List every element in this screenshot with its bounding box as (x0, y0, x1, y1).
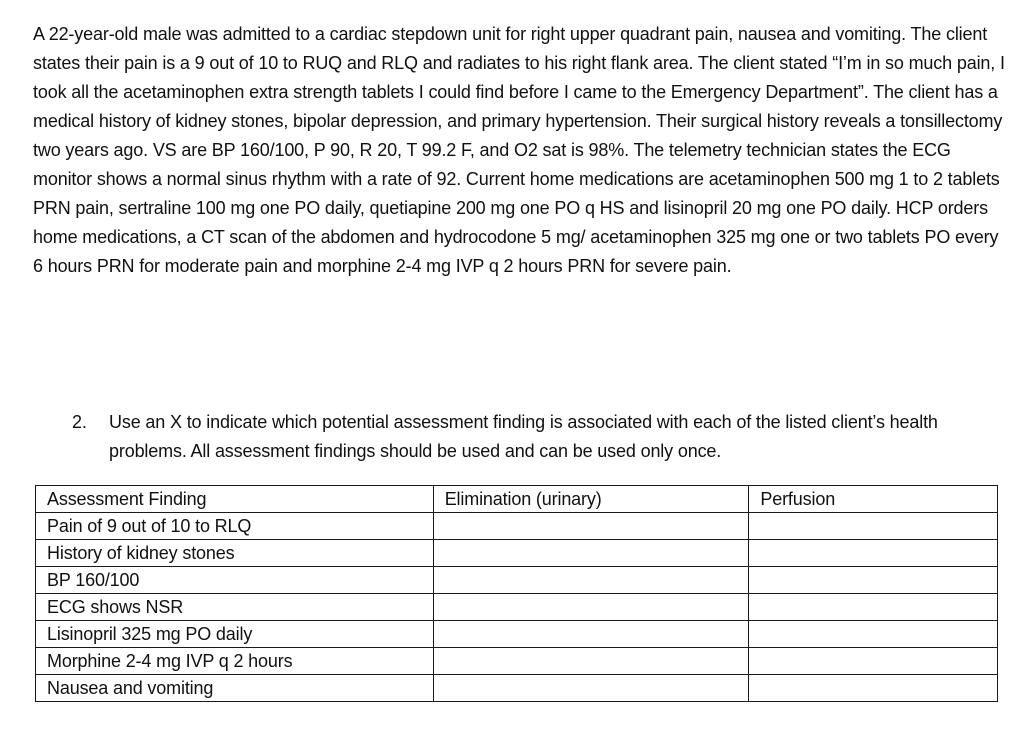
finding-cell: Pain of 9 out of 10 to RLQ (36, 513, 434, 540)
elimination-mark-cell[interactable] (433, 594, 749, 621)
elimination-mark-cell[interactable] (433, 648, 749, 675)
header-perfusion: Perfusion (749, 486, 998, 513)
perfusion-mark-cell[interactable] (749, 648, 998, 675)
elimination-mark-cell[interactable] (433, 567, 749, 594)
elimination-mark-cell[interactable] (433, 675, 749, 702)
finding-cell: History of kidney stones (36, 540, 434, 567)
perfusion-mark-cell[interactable] (749, 594, 998, 621)
finding-cell: BP 160/100 (36, 567, 434, 594)
header-elimination-urinary: Elimination (urinary) (433, 486, 749, 513)
perfusion-mark-cell[interactable] (749, 675, 998, 702)
question-block (72, 408, 972, 466)
case-scenario-paragraph: A 22-year-old male was admitted to a cardiac stepdown unit for right upper quadrant pain, nausea and vomiting. The client states their pain is a 9 out of 10 to RUQ and RLQ and radiates to his right flank area. The client stated “I’m in so much pain, I took all the acetaminophen extra strength tablets I could find before I came to the Emergency Department”. The client has a medical history of kidney stones, bipolar depression, and primary hypertension. Their surgical history reveals a tonsillectomy two years ago. VS are BP 160/100, P 90, R 20, T 99.2 F, and O2 sat is 98%. The telemetry technician states the ECG monitor shows a normal sinus rhythm with a rate of 92. Current home medications are acetaminophen 500 mg 1 to 2 tablets PRN pain, sertraline 100 mg one PO daily, quetiapine 200 mg one PO q HS and lisinopril 20 mg one PO daily. HCP orders home medications, a CT scan of the abdomen and hydrocodone 5 mg/ acetaminophen 325 mg one or two tablets PO every 6 hours PRN for moderate pain and morphine 2-4 mg IVP q 2 hours PRN for severe pain. (33, 24, 1005, 276)
finding-cell: Lisinopril 325 mg PO daily (36, 621, 434, 648)
question-number: 2. (72, 412, 87, 432)
perfusion-mark-cell[interactable] (749, 540, 998, 567)
finding-cell: Nausea and vomiting (36, 675, 434, 702)
table-row (36, 621, 998, 648)
table-row (36, 513, 998, 540)
assessment-findings-table (35, 485, 998, 702)
table-row (36, 675, 998, 702)
elimination-mark-cell[interactable] (433, 513, 749, 540)
table-row (36, 594, 998, 621)
elimination-mark-cell[interactable] (433, 621, 749, 648)
perfusion-mark-cell[interactable] (749, 621, 998, 648)
table-header-row (36, 486, 998, 513)
header-assessment-finding: Assessment Finding (36, 486, 434, 513)
table-row (36, 567, 998, 594)
question-instructions: Use an X to indicate which potential assessment finding is associated with each of the listed client’s health problems. All assessment findings should be used and can be used only once. (109, 412, 938, 461)
table-row (36, 540, 998, 567)
elimination-mark-cell[interactable] (433, 540, 749, 567)
perfusion-mark-cell[interactable] (749, 513, 998, 540)
perfusion-mark-cell[interactable] (749, 567, 998, 594)
finding-cell: Morphine 2-4 mg IVP q 2 hours (36, 648, 434, 675)
finding-cell: ECG shows NSR (36, 594, 434, 621)
table-row (36, 648, 998, 675)
